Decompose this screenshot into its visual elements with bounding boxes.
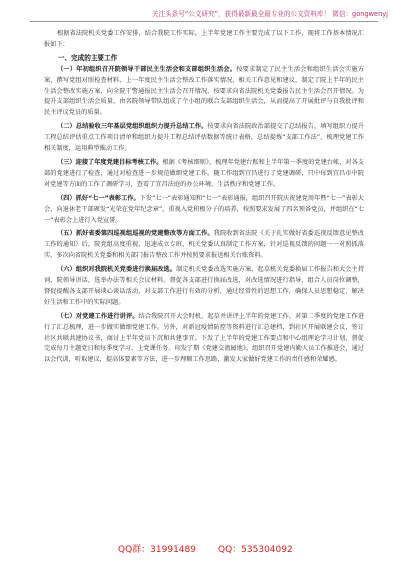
intro-paragraph: 根据省法院机关党委工作安排，结合我院工作实际，上半年党建工作主要完成了以下工作，现将工作基本情况汇报如下： (44, 30, 364, 48)
work-item (44, 122, 364, 155)
item-body: 按要求向省法院政治部提交了总结报告，填写组织力提升工程总结评估重点工作项目清单和组织力提升工程总结评估数据等统计表格，总结提炼“支部工作法”，梳理党建工作相关制度，运用典型推动工作。 (44, 123, 365, 153)
work-item (44, 194, 364, 227)
item-lead: （六）组织对我院机关党委进行换届改选。 (57, 266, 177, 274)
item-body: 制定机关党委改选实施方案，起草机关党委换届工作报告和大会主持词，院领导讲话，选举办法等相关会议材料。督促各支部进行换届改选，对改选情况进行指导，组合人员岗位调整，督促提醒各支部开展谈心谈话活动，对支部工作进行有效的分析，通过经常性的思想工作，确保人员思想稳定，解决好生活和工作中的实际问题。 (44, 266, 365, 306)
item-body: 按要求制定了民主生活会和组织生活会实施方案，撰写党组对照检查材料、上一年度民主生活会整改工作落实情况、相关工作意见和建议，制定了院上半年的民主生活会整改实施方案，向全院干警通报民主生活会召开情况，按要求向省法院机关党委报告民主生活会召开情况。为提升支部组织生活会质量，由名院领导带队组成了个小组的联合支部组织生活会，从而提高了开展批评与自我批评和民主评议党员的质量。 (44, 65, 365, 117)
item-lead: （二）总结验收三年基层党组织组织力提升总结工作。 (57, 123, 208, 131)
work-item (44, 229, 364, 262)
item-body: 我院收到省法院《关于扎实做好省委巡视反馈意见整改工作的通知》后，院党组高度重视，迅速成立专班，机关党委认真制定工作方案，针对巡视反馈的问题一一对照抓落实，多次向省院机关党委和相关部门报告整改工作并按照要求报送相关台账资料。 (44, 230, 365, 260)
header-divider (30, 21, 378, 22)
item-body: 结合我院召开大会时机，起草并讲评上半年的党建工作，对第二季度的党建工作进行了汇总梳理，进一步做实做细党建工作。另外，对新冠疫情防控等资料进行汇总建档，到社区开展联建会议，签订社区共联共建协议书，商讨上半年党员下沉和共建事宜。下发了上半年的党建工作要点和中心组理论学习计划，督促完成每月主题党日和每季度学习、上党课任务。印发了期《党建交流园地》，组织召开党建内勤人员工作推进会，通过以会代训，听取建议，提高体要素等方法，进一步理顺工作思路，激发大家做好党建工作的责任感和荣耀感。 (44, 312, 365, 364)
work-item (44, 265, 364, 309)
qq-number: QQ：535304092 (218, 545, 293, 555)
item-body: 根据《考核细则》，梳理年党建台账和上半年第一季度的党建台帐，对各支部的党建进行了检查，通过对检查进一步规范做细党建工作。随工作组到宜昌进行了党建调研，只中每到宜昌市中院对党建等方面的工作了调研学习，查看了宜昌法庭的办公环境、生活秩序和党建工作。 (44, 158, 364, 188)
item-body: 下发“七一”表彰通知和“七一”表彰通报，组织召开院庆祝建党周年暨“七一”表彰大会，向退休老干部颁发“光荣在党年纪念章”，重视入党积极分子的培养，按照要求发展了四名预备党员，并组织在“七一”表彰会上进行入党宣誓。 (44, 194, 364, 224)
section-title: 一、完成的主要工作 (57, 53, 118, 62)
qq-group-number: QQ群：31991489 (118, 545, 196, 555)
item-lead: （四）抓好“七一”表彰工作。 (57, 194, 140, 202)
item-lead: （一）年初组织召开院领导干部民主生活会和支部组织生活会。 (57, 65, 237, 73)
item-lead: （三）迎接了年度党建目标考核工作。 (57, 158, 163, 166)
document-body (44, 29, 364, 369)
item-lead: （五）抓好省委第四巡视组巡视的党建整改等方面工作。 (57, 230, 214, 238)
work-item (44, 158, 364, 191)
work-item (44, 65, 364, 120)
page-header: 关注头条号“公文研究”，获得最新最全最专业的公文资料库！ 微信：gongwenyj (151, 10, 388, 18)
item-lead: （七）对党建工作进行讲评。 (57, 312, 139, 320)
work-item (44, 312, 364, 367)
